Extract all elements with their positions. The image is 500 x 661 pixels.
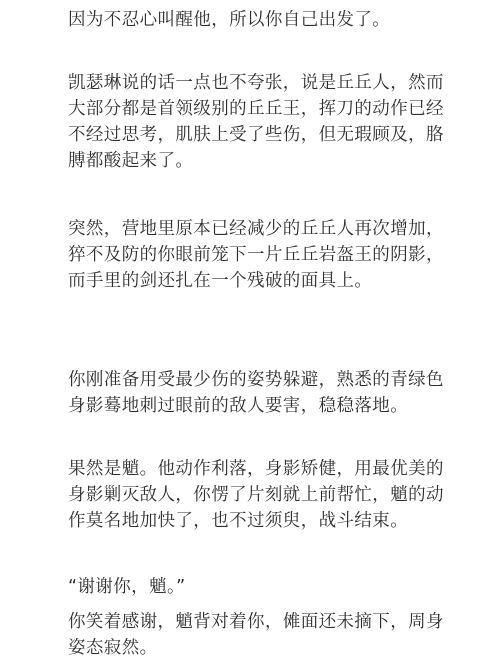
paragraph-3 — [68, 216, 468, 294]
paragraph-7 — [68, 609, 468, 661]
paragraph-line: 突然，营地里原本已经减少的丘丘人再次增加， — [68, 219, 444, 239]
paragraph-line: “谢谢你，魈。” — [68, 577, 186, 597]
paragraph-2 — [68, 70, 468, 174]
paragraph-4 — [68, 367, 468, 419]
paragraph-6 — [68, 574, 468, 600]
paragraph-line: 猝不及防的你眼前笼下一片丘丘岩盔王的阴影， — [68, 245, 444, 265]
paragraph-line: 你笑着感谢，魈背对着你，傩面还未摘下，周身 — [68, 612, 444, 632]
paragraph-line: 你刚准备用受最少伤的姿势躲避，熟悉的青绿色 — [68, 370, 444, 390]
paragraph-line: 凯瑟琳说的话一点也不夸张，说是丘丘人，然而 — [68, 73, 444, 93]
paragraph-line: 因为不忍心叫醒他，所以你自己出发了。 — [68, 10, 391, 30]
paragraph-line: 作莫名地加快了，也不过须臾，战斗结束。 — [68, 511, 409, 531]
paragraph-line: 不经过思考，肌肤上受了些伤，但无瑕顾及，胳 — [68, 125, 444, 145]
paragraph-line: 姿态寂然。 — [68, 638, 158, 658]
paragraph-line: 而手里的剑还扎在一个残破的面具上。 — [68, 271, 373, 291]
paragraph-line: 身影剿灭敌人，你愣了片刻就上前帮忙，魈的动 — [68, 485, 444, 505]
paragraph-line: 大部分都是首领级别的丘丘王，挥刀的动作已经 — [68, 99, 444, 119]
paragraph-1 — [68, 7, 468, 33]
paragraph-5 — [68, 456, 468, 534]
paragraph-line: 果然是魈。他动作利落，身影矫健，用最优美的 — [68, 459, 444, 479]
paragraph-line: 膊都酸起来了。 — [68, 151, 194, 171]
paragraph-line: 身影蓦地刺过眼前的敌人要害，稳稳落地。 — [68, 396, 409, 416]
